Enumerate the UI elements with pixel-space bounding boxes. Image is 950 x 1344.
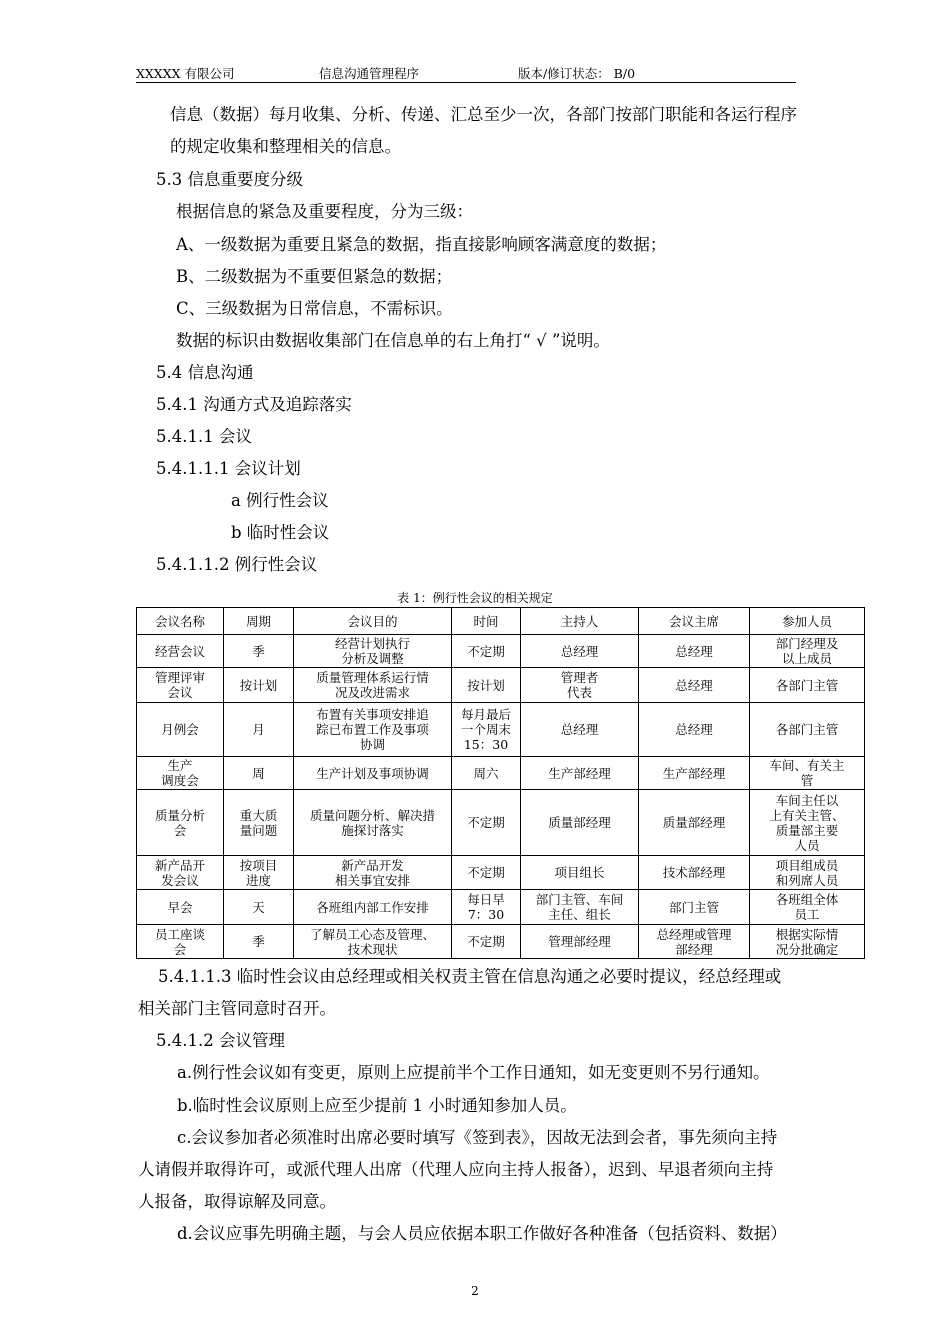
table-cell: 生产部经理 [639,757,750,790]
table-cell: 经营计划执行 分析及调整 [294,635,452,668]
table-cell: 车间、有关主 管 [750,757,865,790]
section-heading: 5.4.1.2 会议管理 [156,1031,285,1050]
table-cell: 项目组成员 和列席人员 [750,856,865,890]
table-cell: 月例会 [137,703,224,757]
section-heading: 5.4.1 沟通方式及追踪落实 [156,395,352,414]
table-cell: 新产品开 发会议 [137,856,224,890]
table-cell: 生产计划及事项协调 [294,757,452,790]
table-row [137,890,865,925]
paragraph-line: d.会议应事先明确主题，与会人员应依据本职工作做好各种准备（包括资料、数据） [177,1224,787,1243]
table-row [137,635,865,668]
header-company: XXXXX 有限公司 [136,66,235,81]
table-cell: 生产 调度会 [137,757,224,790]
table-cell: 各部门主管 [750,703,865,757]
table-cell: 早会 [137,890,224,925]
table-cell: 总经理 [639,668,750,703]
paragraph-line: 的规定收集和整理相关的信息。 [170,137,401,156]
header-doc-title: 信息沟通管理程序 [319,66,420,81]
table-cell: 部门经理及 以上成员 [750,635,865,668]
paragraph-line: 数据的标识由数据收集部门在信息单的右上角打“ √ ”说明。 [176,331,610,350]
table-header-cell: 会议目的 [294,608,452,635]
list-item: A、一级数据为重要且紧急的数据，指直接影响顾客满意度的数据； [176,235,667,254]
table-cell: 不定期 [452,790,521,856]
paragraph-line: 根据信息的紧急及重要程度，分为三级： [176,202,473,221]
table-header-cell: 会议名称 [137,608,224,635]
table-cell: 管理部经理 [521,925,639,959]
paragraph-line: 人报备，取得谅解及同意。 [138,1192,336,1211]
table-cell: 总经理 [521,635,639,668]
table-row [137,856,865,890]
table-cell: 不定期 [452,856,521,890]
table-header-cell: 会议主席 [639,608,750,635]
table-cell: 技术部经理 [639,856,750,890]
table-cell: 天 [224,890,294,925]
paragraph-line: c.会议参加者必须准时出席必要时填写《签到表》，因故无法到会者，事先须向主持 [177,1128,778,1147]
table-cell: 重大质 量问题 [224,790,294,856]
table-cell: 部门主管、车间 主任、组长 [521,890,639,925]
table-cell: 各部门主管 [750,668,865,703]
table-row [137,925,865,959]
table-cell: 员工座谈 会 [137,925,224,959]
table-cell: 质量部经理 [639,790,750,856]
section-heading: 5.4.1.1 会议 [156,427,252,446]
table-cell: 不定期 [452,635,521,668]
table-cell: 新产品开发 相关事宜安排 [294,856,452,890]
paragraph-line: a.例行性会议如有变更，原则上应提前半个工作日通知，如无变更则不另行通知。 [177,1063,770,1082]
table-cell: 管理评审 会议 [137,668,224,703]
table-header-cell: 时间 [452,608,521,635]
table-cell: 总经理 [639,703,750,757]
table-cell: 部门主管 [639,890,750,925]
table-caption: 表 1：例行性会议的相关规定 [397,591,553,605]
table-cell: 质量部经理 [521,790,639,856]
table-cell: 车间主任以 上有关主管、 质量部主要 人员 [750,790,865,856]
table-cell: 生产部经理 [521,757,639,790]
page-header [136,64,796,83]
table-cell: 质量问题分析、解决措 施探讨落实 [294,790,452,856]
paragraph-line: 5.4.1.1.3 临时性会议由总经理或相关权责主管在信息沟通之必要时提议，经总经理或 [158,967,782,986]
section-heading: 5.4 信息沟通 [156,363,254,382]
table-header-cell: 参加人员 [750,608,865,635]
table-cell: 总经理 [639,635,750,668]
table-cell: 按计划 [224,668,294,703]
table-row [137,757,865,790]
table-cell: 按项目 进度 [224,856,294,890]
table-cell: 按计划 [452,668,521,703]
list-item: C、三级数据为日常信息，不需标识。 [176,299,453,318]
table-cell: 项目组长 [521,856,639,890]
table-header-cell: 主持人 [521,608,639,635]
table-cell: 月 [224,703,294,757]
paragraph-line: 相关部门主管同意时召开。 [138,999,336,1018]
list-item: a 例行性会议 [231,491,329,510]
meeting-table [136,607,865,959]
table-cell: 季 [224,635,294,668]
table-cell: 每日早 7：30 [452,890,521,925]
paragraph-line: 信息（数据）每月收集、分析、传递、汇总至少一次，各部门按部门职能和各运行程序 [170,105,797,124]
table-cell: 各班组全体 员工 [750,890,865,925]
table-row [137,703,865,757]
section-heading: 5.4.1.1.1 会议计划 [156,459,301,478]
header-version: 版本/修订状态： B/0 [518,66,636,81]
table-cell: 不定期 [452,925,521,959]
table-cell: 质量分析 会 [137,790,224,856]
table-cell: 管理者 代表 [521,668,639,703]
list-item: B、二级数据为不重要但紧急的数据； [176,267,453,286]
table-cell: 质量管理体系运行情 况及改进需求 [294,668,452,703]
table-cell: 根据实际情 况分批确定 [750,925,865,959]
table-cell: 经营会议 [137,635,224,668]
table-cell: 周六 [452,757,521,790]
table-cell: 总经理或管理 部经理 [639,925,750,959]
paragraph-line: b.临时性会议原则上应至少提前 1 小时通知参加人员。 [177,1096,577,1115]
table-cell: 季 [224,925,294,959]
table-row [137,668,865,703]
table-cell: 各班组内部工作安排 [294,890,452,925]
table-header-cell: 周期 [224,608,294,635]
page-number: 2 [471,1284,479,1298]
table-cell: 周 [224,757,294,790]
table-row [137,790,865,856]
table-cell: 了解员工心态及管理、 技术现状 [294,925,452,959]
list-item: b 临时性会议 [231,523,330,542]
paragraph-line: 人请假并取得许可，或派代理人出席（代理人应向主持人报备），迟到、早退者须向主持 [138,1160,774,1179]
section-heading: 5.4.1.1.2 例行性会议 [156,555,318,574]
table-header-row [137,608,865,635]
table-cell: 每月最后 一个周末 15：30 [452,703,521,757]
section-heading: 5.3 信息重要度分级 [156,170,303,189]
table-cell: 布置有关事项安排追 踪已布置工作及事项 协调 [294,703,452,757]
table-cell: 总经理 [521,703,639,757]
